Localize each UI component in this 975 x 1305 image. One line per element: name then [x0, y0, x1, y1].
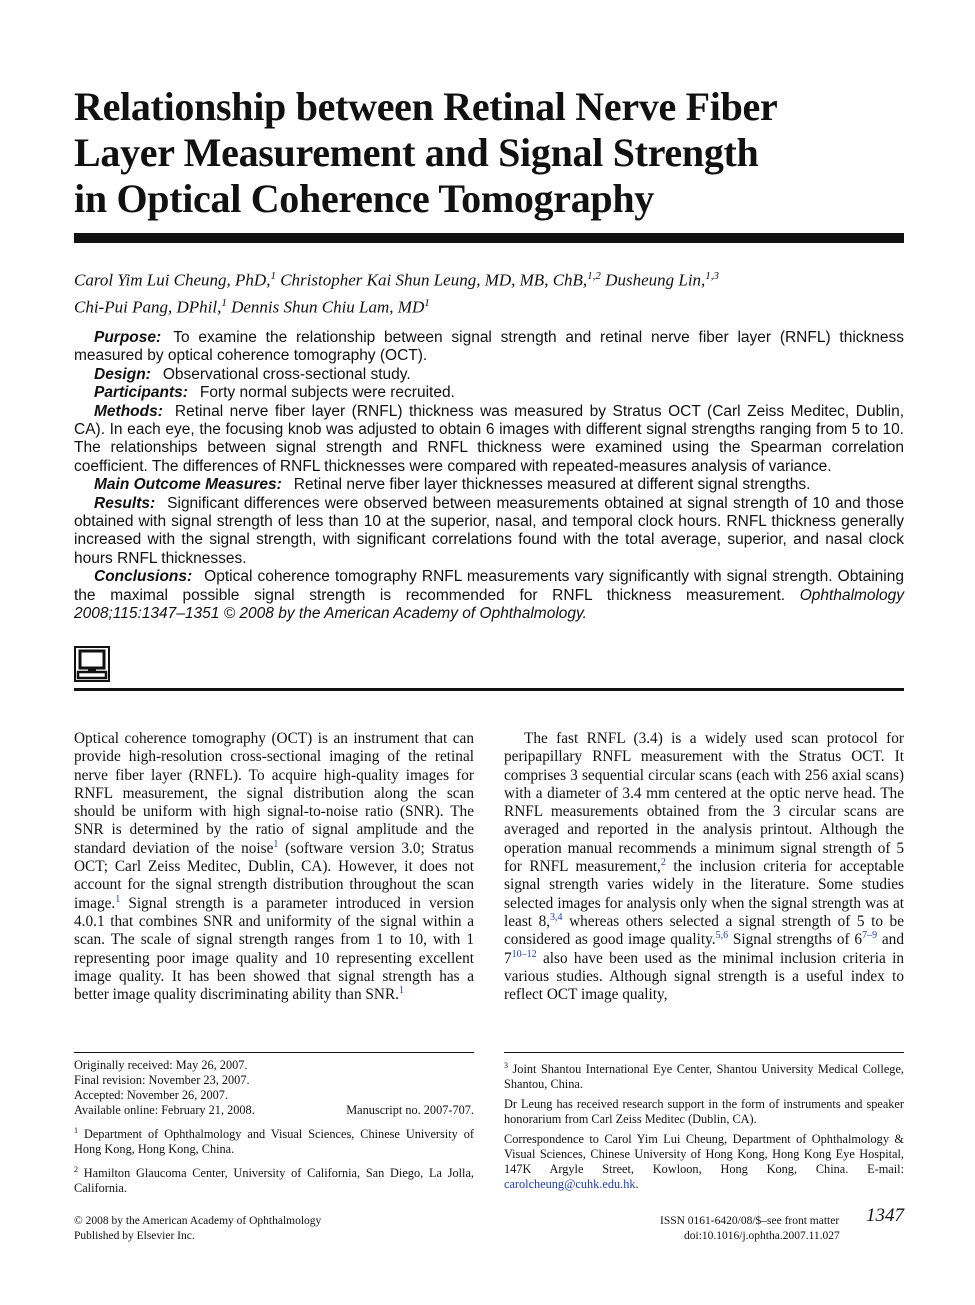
body-text: Optical coherence tomography (OCT) is an instrument that can provide high-resolution cross-sectional imaging of the retinal nerve fiber layer (RNFL). To acquire high-quality images for RNFL measurement, the signal distribution along the scan should be uniform with high signal-to-noise ratio (SNR). The SNR is determined by the ratio of signal amplitude and the standard deviation of the noise [74, 730, 474, 857]
author-name: Dennis Shun Chiu Lam, MD [226, 297, 425, 317]
title-line: Layer Measurement and Signal Strength [74, 130, 759, 175]
abstract-label: Design: [94, 365, 151, 383]
footnotes-right [504, 1058, 904, 1197]
abstract-text: Observational cross-sectional study. [162, 365, 411, 383]
author-name: Christopher Kai Shun Leung, MD, MB, ChB, [275, 270, 588, 290]
affiliation-text: Joint Shantou International Eye Center, Shantou University Medical College, Shantou, China. [504, 1062, 904, 1092]
abstract-outcome [74, 476, 904, 494]
date-online: Available online: February 21, 2008. [74, 1103, 255, 1117]
publisher: Published by Elsevier Inc. [74, 1230, 195, 1242]
reference-link[interactable]: 7–9 [862, 930, 878, 942]
body-text: whereas others selected a signal strength of 5 to be considered as good image quality. [504, 912, 904, 949]
abstract-label: Conclusions: [94, 568, 193, 586]
publisher-info [74, 1214, 321, 1244]
affiliation-1 [74, 1123, 474, 1157]
affiliation-mark: 1 [270, 270, 276, 282]
body-column-right [504, 730, 904, 1004]
page-number: 1347 [866, 1205, 904, 1226]
support-statement: Dr Leung has received research support in the form of instruments and speaker honorarium from Carl Zeiss Meditec (Dublin, CA). [504, 1097, 904, 1127]
body-paragraph [504, 730, 904, 1004]
abstract-conclusions [74, 568, 904, 623]
computer-monitor-icon[interactable] [74, 646, 110, 682]
correspondence [504, 1132, 904, 1192]
body-text: Signal strengths of 6 [728, 931, 863, 949]
abstract-label: Main Outcome Measures: [94, 476, 282, 494]
abstract [74, 329, 904, 624]
affiliation-2 [74, 1162, 474, 1196]
reference-link[interactable]: 1 [399, 985, 404, 997]
affiliation-text: Hamilton Glaucoma Center, University of California, San Diego, La Jolla, California. [74, 1166, 474, 1196]
abstract-methods [74, 403, 904, 477]
reference-link[interactable]: 5,6 [715, 930, 729, 942]
abstract-label: Results: [94, 494, 156, 512]
footnotes-left [74, 1058, 474, 1201]
affiliation-text: Department of Ophthalmology and Visual Sciences, Chinese University of Hong Kong, Hong Kong, China. [74, 1127, 474, 1157]
correspondence-end: . [635, 1177, 639, 1192]
date-received: Originally received: May 26, 2007. [74, 1058, 248, 1072]
abstract-label: Participants: [94, 384, 188, 402]
affiliation-mark: 1 [74, 1126, 78, 1135]
abstract-participants [74, 384, 904, 402]
article-title [74, 84, 904, 222]
body-text: and 7 [504, 931, 904, 967]
author-list [74, 265, 904, 318]
manuscript-number: Manuscript no. 2007-707. [346, 1103, 474, 1117]
date-online-row [74, 1103, 474, 1118]
abstract-text: Retinal nerve fiber layer thicknesses measured at different signal strengths. [293, 476, 811, 494]
author-name: Chi-Pui Pang, DPhil, [74, 297, 222, 317]
author-line [74, 265, 904, 292]
author-name: Carol Yim Lui Cheung, PhD, [74, 270, 271, 290]
footnote-rule [74, 1052, 474, 1053]
title-rule [74, 233, 904, 243]
body-text: the inclusion criteria for acceptable signal strength varies widely in the literature. Some studies selected images for analysis only when the signal strength was at least 8, [504, 858, 904, 930]
date-accepted: Accepted: November 26, 2007. [74, 1088, 229, 1102]
abstract-text: Significant differences were observed between measurements obtained at signal strength of 10 and those obtained with signal strength of less than 10 at the superior, nasal, and temporal clock hours. RNFL thickness generally increased with the signal strength, with significant correlations found with the total average, superior, and nasal clock hours RNFL thicknesses. [74, 494, 904, 567]
body-text: also have been used as the minimal inclusion criteria in various studies. Although signal strength is a useful index to reflect OCT image quality, [504, 949, 904, 1004]
reference-link[interactable]: 1 [115, 893, 121, 905]
body-text: (software version 3.0; Stratus OCT; Carl Zeiss Meditec, Dublin, CA). However, it does not account for the signal strength distribution throughout the scan image. [74, 839, 474, 912]
affiliation-3 [504, 1058, 904, 1092]
title-line: Relationship between Retinal Nerve Fiber [74, 84, 778, 129]
copyright: © 2008 by the American Academy of Ophthalmology [74, 1215, 322, 1227]
abstract-text: Forty normal subjects were recruited. [199, 384, 455, 402]
journal-citation: Ophthalmology 2008;115:1347–1351 © 2008 by the American Academy of Ophthalmology. [74, 586, 904, 623]
issn: ISSN 0161-6420/08/$–see front matter [660, 1215, 840, 1227]
abstract-purpose [74, 329, 904, 366]
abstract-results [74, 495, 904, 569]
footnote-rule [504, 1052, 904, 1053]
affiliation-mark: 3 [504, 1061, 508, 1070]
doi: doi:10.1016/j.ophtha.2007.11.027 [684, 1230, 840, 1242]
reference-link[interactable]: 10–12 [511, 948, 537, 960]
abstract-text: Optical coherence tomography RNFL measurements vary significantly with signal strength. Obtaining the maximal possible signal strength is recommended for RNFL thickness measurement. [74, 568, 904, 604]
affiliation-mark: 2 [74, 1165, 78, 1175]
abstract-text: To examine the relationship between signal strength and retinal nerve fiber layer (RNFL) thickness measured by optical coherence tomography (OCT). [74, 329, 904, 365]
affiliation-mark: 1,2 [587, 270, 601, 282]
abstract-label: Purpose: [94, 329, 162, 346]
abstract-design [74, 366, 904, 384]
affiliation-mark: 1 [424, 296, 430, 309]
correspondence-text: Correspondence to Carol Yim Lui Cheung, Department of Ophthalmology & Visual Sciences, Chinese University of Hong Kong, Hong Kong Eye Hospital, 147K Argyle Street, Kowloon, Hong Kong, China. E-mail: [504, 1132, 904, 1177]
abstract-text: Retinal nerve fiber layer (RNFL) thickness was measured by Stratus OCT (Carl Zeiss Meditec, Dublin, CA). In each eye, the focusing knob was adjusted to obtain 6 images with different signal strengths ranging from 5 to 10. The relationships between signal strength and RNFL thickness were examined using the Spearman correlation coefficient. The differences of RNFL thicknesses were compared with repeated-measures analysis of variance. [74, 402, 904, 475]
affiliation-mark: 1,3 [705, 270, 720, 282]
affiliation-mark: 1 [221, 296, 227, 309]
body-paragraph [74, 730, 474, 1004]
body-text: Signal strength is a parameter introduced in version 4.0.1 that combines SNR and uniformity of the signal within a scan. The scale of signal strength ranges from 1 to 10, with 1 representing poor image quality and 10 representing excellent image quality. It has been showed that signal strength has a better image quality discriminating ability than SNR. [74, 894, 474, 1004]
abstract-label: Methods: [94, 402, 163, 420]
author-name: Dusheung Lin, [600, 270, 706, 290]
reference-link[interactable]: 2 [660, 856, 666, 868]
body-column-left [74, 730, 474, 1004]
reference-link[interactable]: 3,4 [550, 911, 563, 923]
title-line: in Optical Coherence Tomography [74, 176, 654, 221]
reference-link[interactable]: 1 [273, 838, 279, 850]
body-text: The fast RNFL (3.4) is a widely used scan protocol for peripapillary RNFL measurement with the Stratus OCT. It comprises 3 sequential circular scans (each with 256 axial scans) with a diameter of 3.4 mm centered at the optic nerve head. The RNFL measurements obtained from the 3 circular scans are averaged and reported in the analysis printout. Although the operation manual recommends a minimum signal strength of 5 for RNFL measurement, [504, 730, 904, 876]
email-link[interactable]: carolcheung@cuhk.edu.hk [504, 1177, 636, 1192]
author-line [74, 292, 904, 319]
date-revision: Final revision: November 23, 2007. [74, 1073, 250, 1087]
abstract-rule [74, 688, 904, 691]
